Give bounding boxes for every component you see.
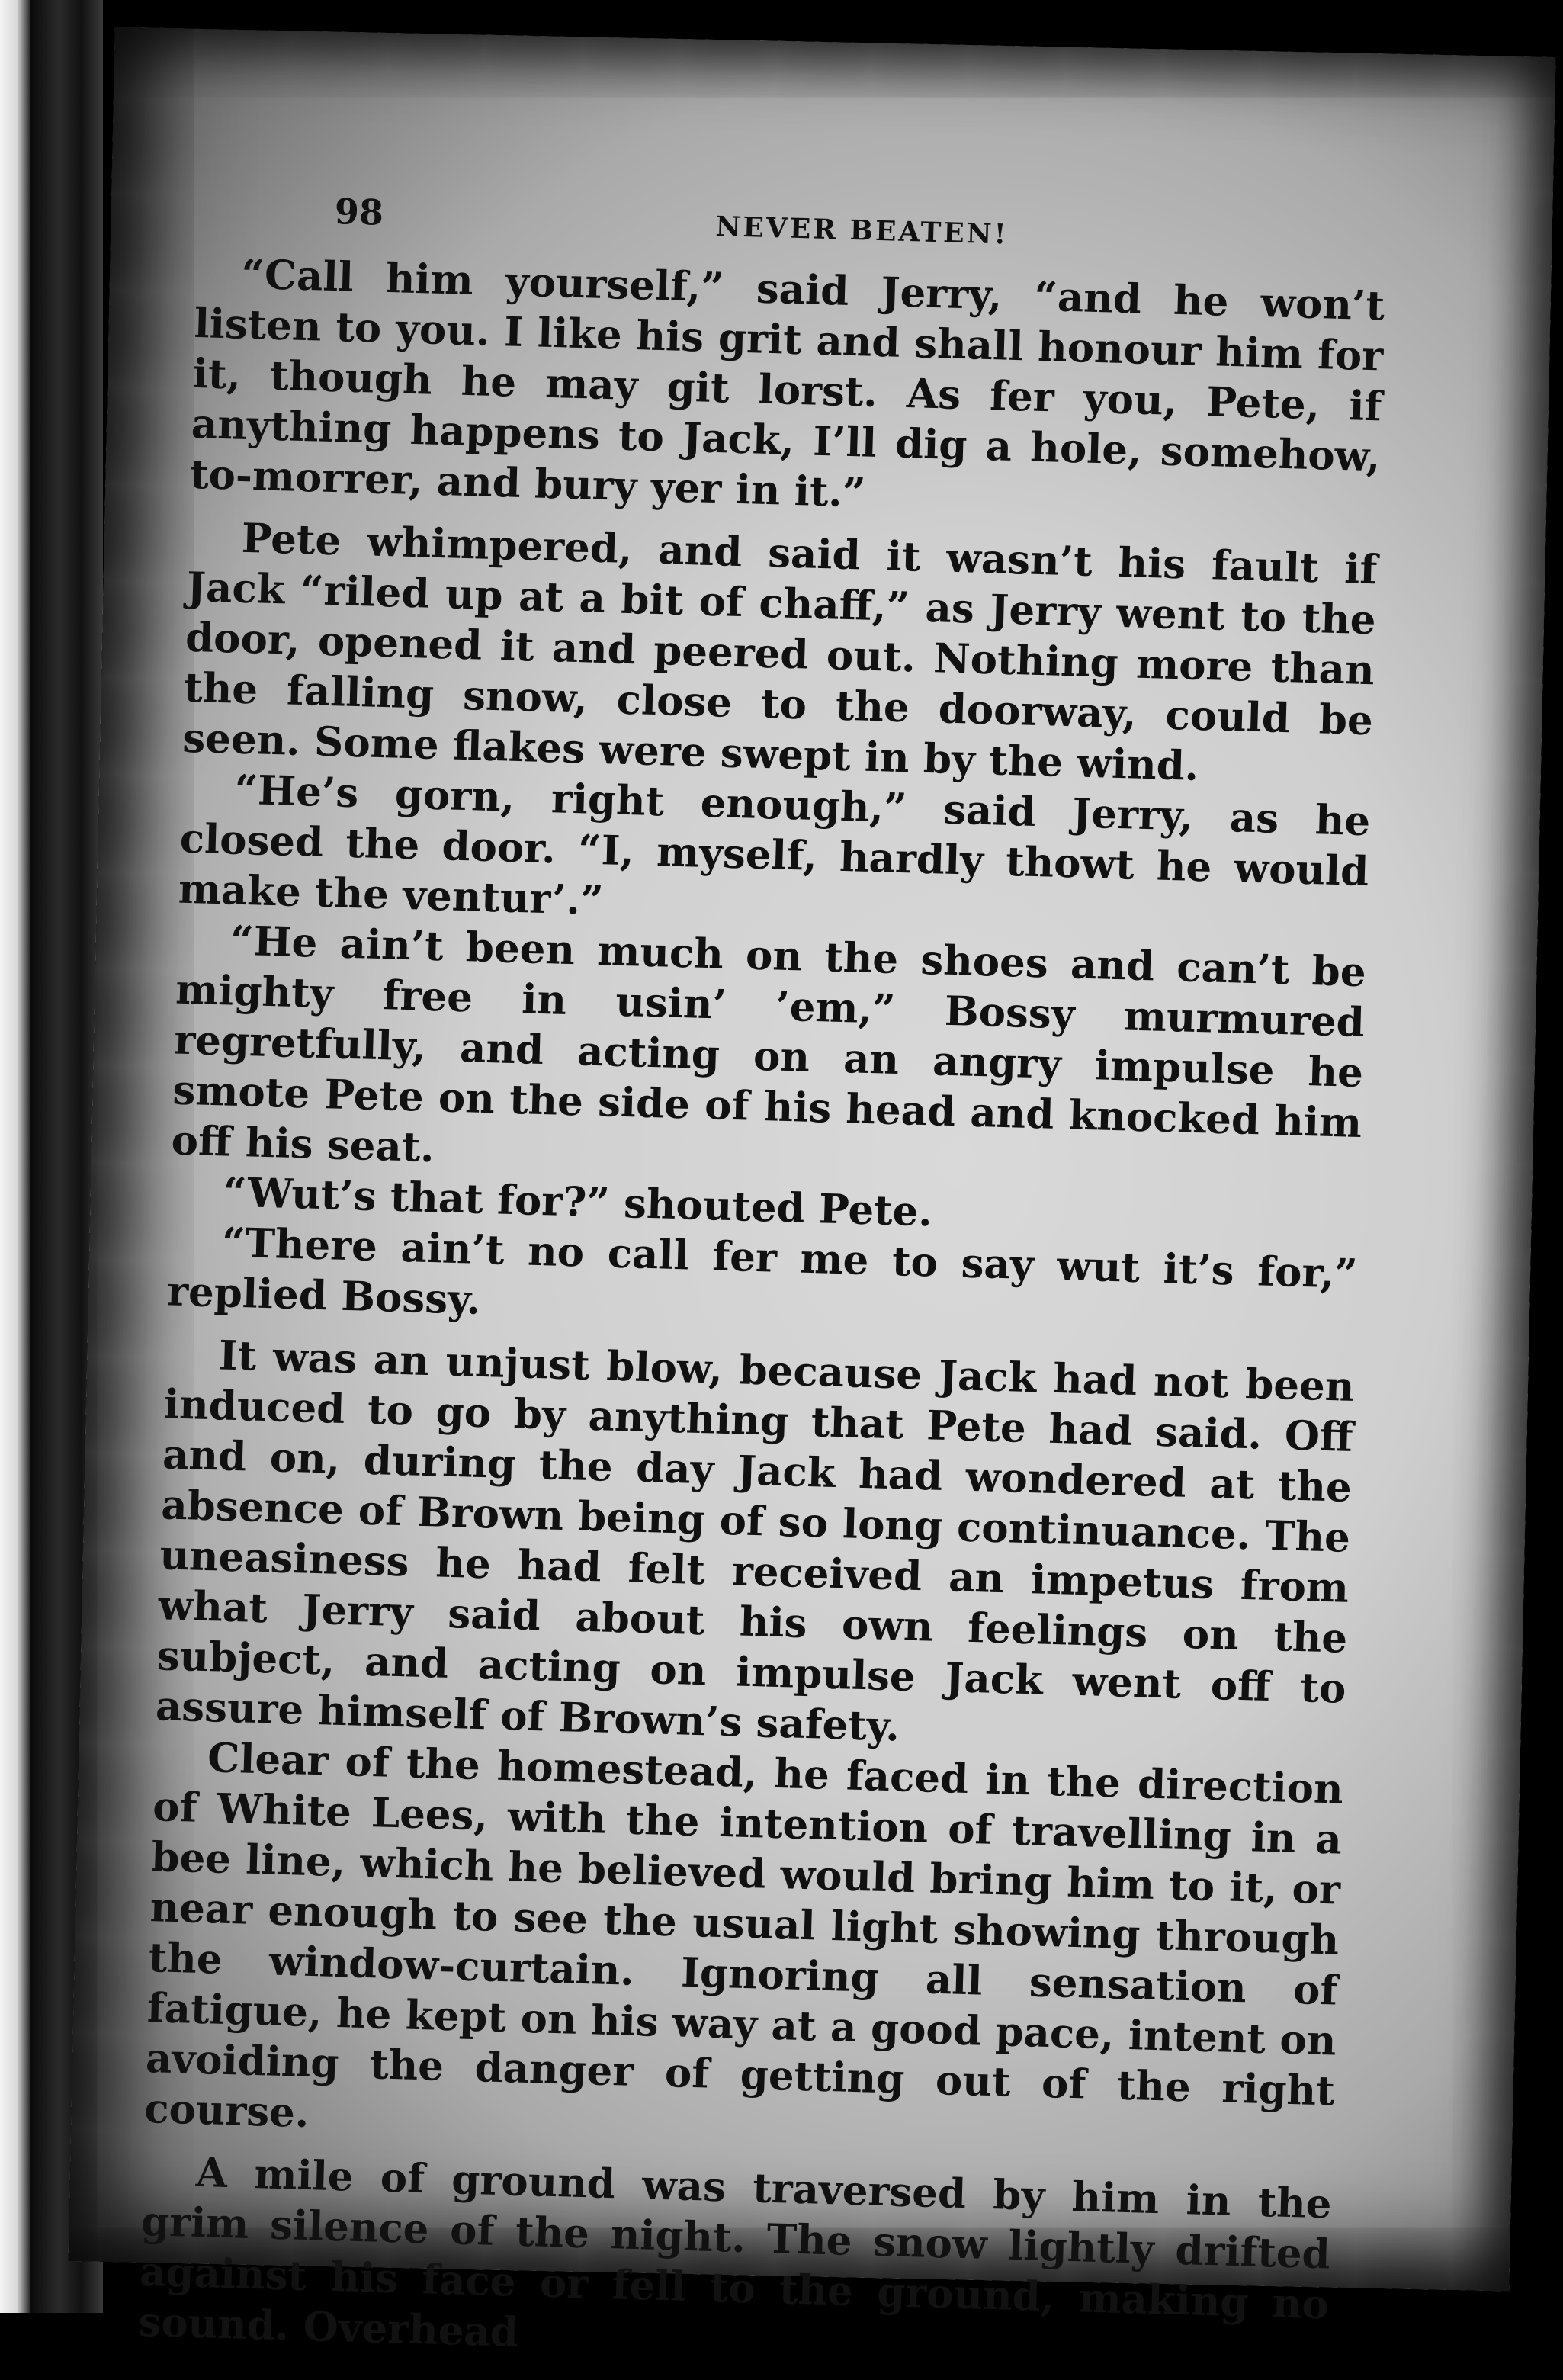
page-number: 98 (334, 191, 384, 233)
paragraph-5: “Wut’s that for?” shouted Pete. (223, 1168, 933, 1236)
page-body (138, 248, 1385, 2380)
paragraph-1: “Call him yourself,” said Jerry, “and he won’t listen to you. I like his grit and shall honour him for it, though he may git lorst. As fer you, Pete, if anything happens to Jack, I’ll dig a hole, somehow, to-morrer, and bury yer in it.” (189, 250, 1385, 517)
paragraph-3: “He’s gorn, right enough,” said Jerry, as he closed the door. “I, myself, hardly thowt he would make the ventur’.” (178, 766, 1371, 925)
page-text-block (138, 179, 1388, 2380)
paragraph-7: It was an unjust blow, because Jack had not been induced to go by anything that Pete had said. Off and on, during the day Jack had wondered at the absence of Brown being of so long continuance. The uneasiness he had felt received an impetus from what Jerry said about his own feelings on the subject, and acting on impulse Jack went off to assure himself of Brown’s safety. (155, 1331, 1356, 1751)
paragraph-9: A mile of ground was traversed by him in the grim silence of the night. The snow lightly drifted against his face or fell to the ground, making no sound. Overhead (137, 2148, 1333, 2356)
paragraph-4: “He ain’t been much on the shoes and can’t be mighty free in usin’ ’em,” Bossy murmured regretfully, and acting on an angry impulse he smote Pete on the side of his head and knocked him off his seat. (170, 917, 1367, 1172)
paragraph-2: Pete whimpered, and said it wasn’t his fault if Jack “riled up at a bit of chaff,” as Jerry went to the door, opened it and peered out. Nothing more than the falling snow, close to the doorway, could be seen. Some flakes were swept in by the wind. (181, 514, 1378, 790)
paragraph-8: Clear of the homestead, he faced in the direction of White Lees, with the intention of travelling in a bee line, which he believed would bring him to it, or near enough to see the usual light showing through the window-curtain. Ignoring all sensation of fatigue, he kept on his way at a good pace, intent on avoiding the danger of getting out of the right course. (143, 1734, 1344, 2138)
scan-edge (0, 0, 30, 2313)
running-title: NEVER BEATEN! (714, 210, 1009, 251)
paragraph-6: “There ain’t no call fer me to say wut it’s for,” replied Bossy. (166, 1219, 1359, 1324)
